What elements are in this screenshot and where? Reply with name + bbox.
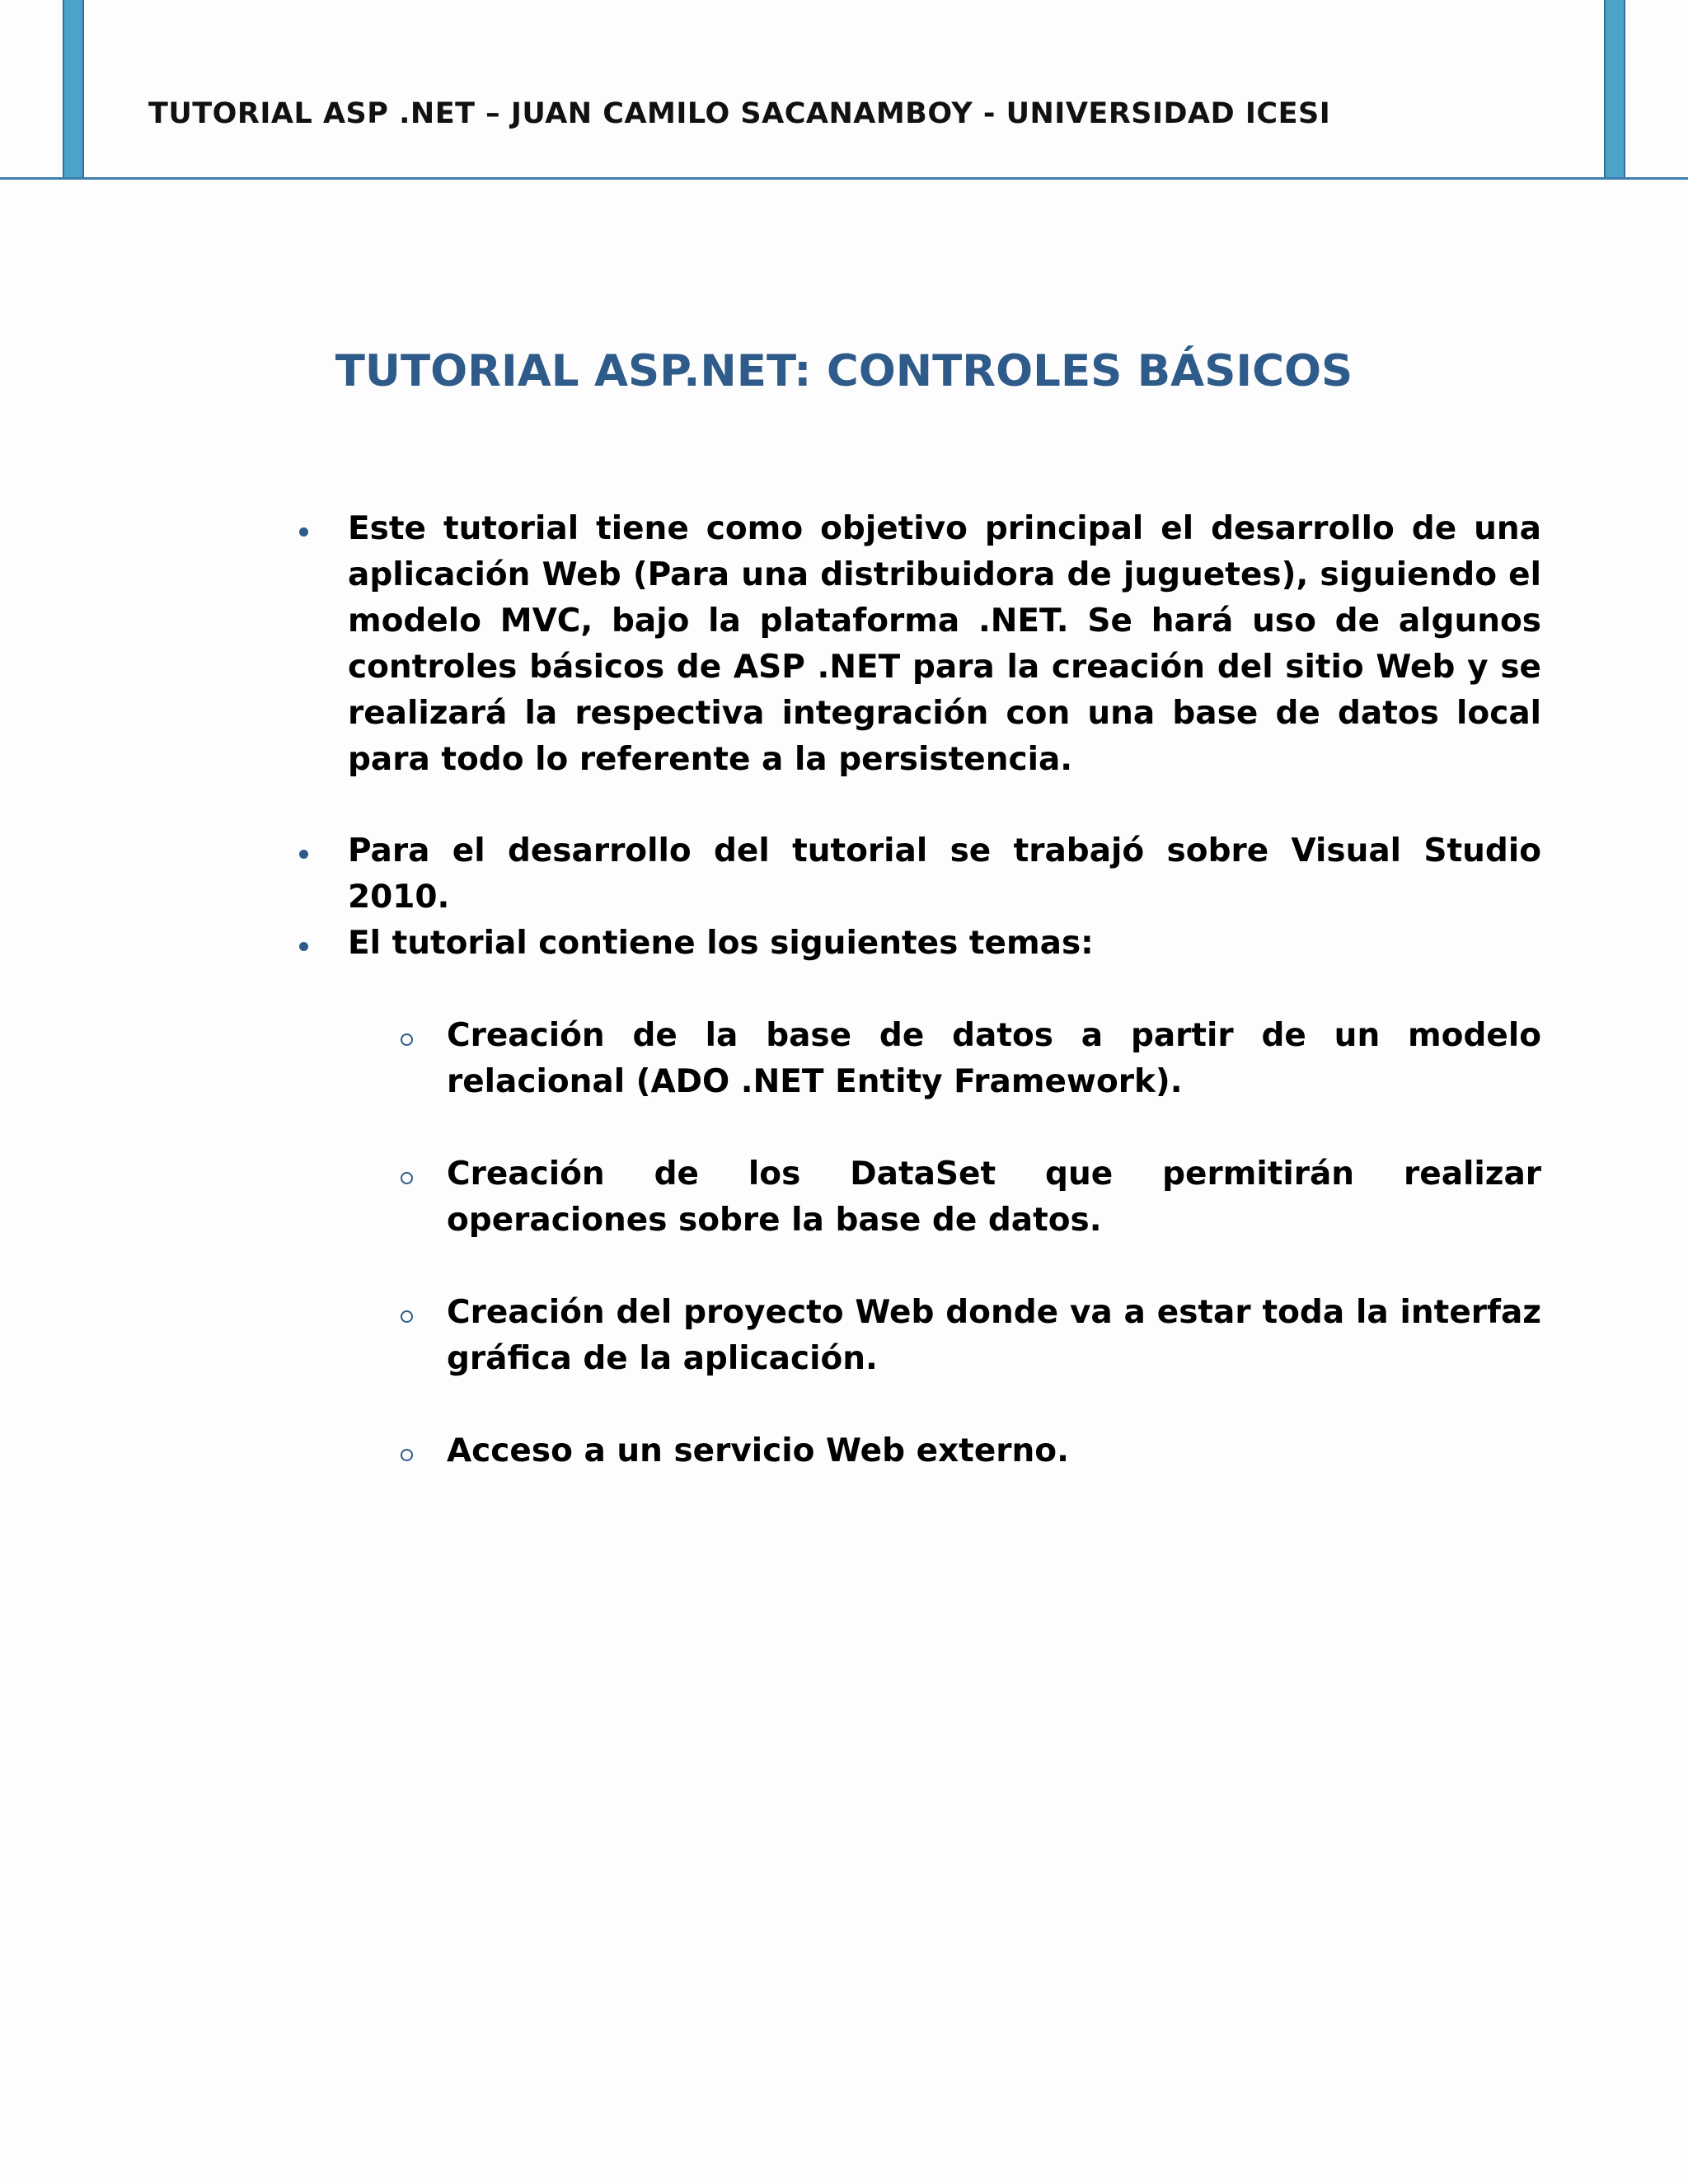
bullet-dot-icon bbox=[299, 942, 308, 951]
header-left-bar bbox=[63, 0, 84, 180]
bullet-dot-icon bbox=[299, 850, 308, 859]
page-header bbox=[0, 0, 1688, 180]
sub-bullet-circle-icon bbox=[401, 1310, 413, 1323]
bullet-dot-icon bbox=[299, 527, 308, 537]
bullet-item-environment: Para el desarrollo del tutorial se trabajó sobre Visual Studio 2010. bbox=[348, 832, 1541, 916]
topic-item-database: Creación de la base de datos a partir de un modelo relacional (ADO .NET Entity Framework). bbox=[447, 1017, 1541, 1100]
bullet-item-objective: Este tutorial tiene como objetivo principal el desarrollo de una aplicación Web (Para una distribuidora de juguetes), siguiendo el modelo MVC, bajo la plataforma .NET. Se hará uso de algunos controles básicos de ASP .NET para la creación del sitio Web y se realizará la respectiva integración con una base de datos local para todo lo referente a la persistencia. bbox=[348, 510, 1541, 778]
bullet-item-topics: El tutorial contiene los siguientes temas: bbox=[348, 925, 1094, 962]
topic-item-web-project: Creación del proyecto Web donde va a estar toda la interfaz gráfica de la aplicación. bbox=[447, 1294, 1541, 1377]
sub-bullet-circle-icon bbox=[401, 1033, 413, 1046]
topic-item-dataset: Creación de los DataSet que permitirán realizar operaciones sobre la base de datos. bbox=[447, 1155, 1541, 1239]
sub-bullet-circle-icon bbox=[401, 1449, 413, 1461]
header-text: TUTORIAL ASP .NET – JUAN CAMILO SACANAMBOY - UNIVERSIDAD ICESI bbox=[148, 97, 1331, 130]
document-title: TUTORIAL ASP.NET: CONTROLES BÁSICOS bbox=[335, 346, 1353, 396]
topic-item-web-service: Acceso a un servicio Web externo. bbox=[447, 1432, 1069, 1469]
sub-bullet-circle-icon bbox=[401, 1172, 413, 1184]
header-rule bbox=[0, 177, 1688, 180]
header-right-bar bbox=[1604, 0, 1625, 180]
